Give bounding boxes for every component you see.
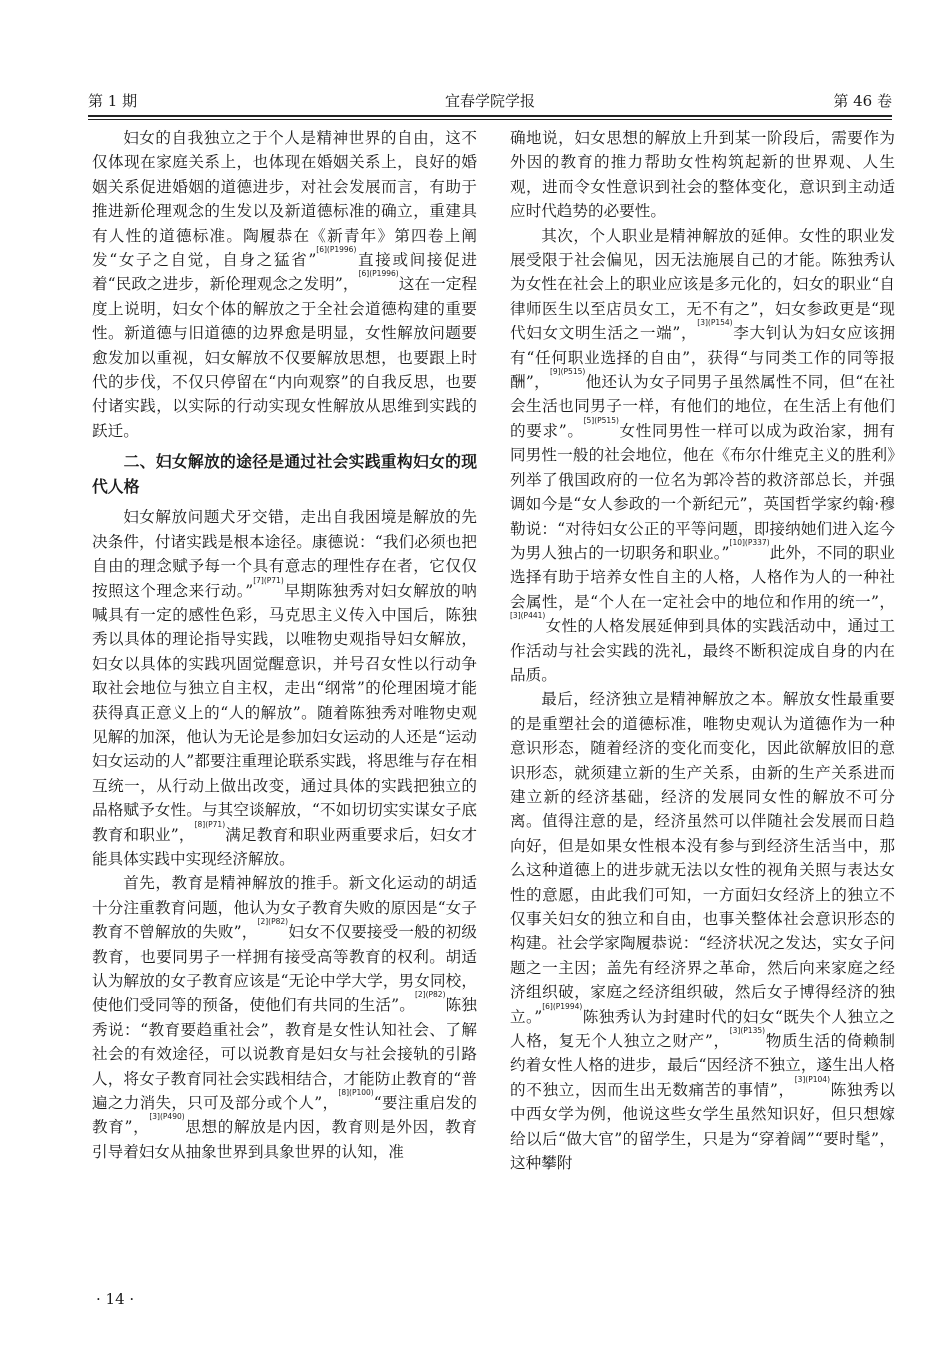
citation-ref: [6](P1996) bbox=[358, 269, 399, 279]
citation-ref: [8](P71) bbox=[194, 819, 226, 829]
citation-ref: [3](P154) bbox=[697, 318, 733, 328]
citation-ref: [10](P337) bbox=[729, 537, 770, 547]
header-rule-thick bbox=[88, 115, 892, 117]
citation-ref: [7](P71) bbox=[253, 575, 284, 585]
citation-ref: [3](P441) bbox=[510, 611, 546, 621]
paragraph: 其次，个人职业是精神解放的延伸。女性的职业发展受限于社会偏见，因无法施展自己的才能。陈独秀认为女性在社会上的职业应该是多元化的，妇女的职业“自律师医生以至店员女工，无不有之”，妇女参政更是“现代妇女文明生活之一端”，$^{[3](P154)}$李大钊认为妇女应该拥有“任何职业选择的自由”，获得“与同类工作的同等报酬”，$^{[9](P515)}$他还认为女子同男子虽然属性不同，但“在社会生活也同男子一样，有他们的地位，在生活上有他们的要求”。$^{[5](P515)}$女性同男性一样可以成为政治家，拥有同男性一般的社会地位，他在《布尔什维克主义的胜利》列举了俄国政府的一位名为郭冷苔的救济部总长，并强调如今是“女人参政的一个新纪元”，英国哲学家约翰·穆勒说：“对待妇女公正的平等问题，即接纳她们进入迄今为男人独占的一切职务和职业。”$^{[10](P337)}$此外，不同的职业选择有助于培养女性自主的人格，人格作为人的一种社会属性，是“个人在一定社会中的地位和作用的统一”，$^{[3](P441)}$女性的人格发展延伸到具体的实践活动中，通过工作活动与社会实践的洗礼，最终不断积淀成自身的内在品质。 bbox=[510, 226, 895, 684]
paragraph: 最后，经济独立是精神解放之本。解放女性最重要的是重塑社会的道德标准，唯物史观认为道德作为一种意识形态，随着经济的变化而变化，因此欲解放旧的意识形态，就须建立新的生产关系，由新的生产关系进而建立新的经济基础，经济的发展同女性的解放不可分离。值得注意的是，经济虽然可以伴随社会发展而日趋向好，但是如果女性根本没有参与到经济生活当中，那么这种道德上的进步就无法以女性的视角关照与表达女性的意愿，由此我们可知，一方面妇女经济上的独立不仅事关妇女的独立和自由，也事关整体社会意识形态的构建。社会学家陶履恭说：“经济状况之发达，实女子问题之一主因；盖先有经济界之革命，然后向来家庭之经济组织破，家庭之经济组织破，然后女子博得经济的独立。”$^{[6](P1994)}$陈独秀认为封建时代的妇女“既失个人独立之人格，复无个人独立之财产”，$^{[3](P135)}$物质生活的倚赖制约着女性人格的进步，最后“因经济不独立，遂生出人格的不独立，因而生出无数痛苦的事情”，$^{[3](P104)}$陈独秀以中西女学为例，他说这些女学生虽然知识好，但只想嫁给以后“做大官”的留学生，只是为“穿着阔”“要时髦”，这种攀附 bbox=[510, 690, 895, 1173]
running-header bbox=[88, 86, 892, 114]
citation-ref: [6](P1996) bbox=[316, 245, 357, 255]
citation-ref: [3](P104) bbox=[794, 1074, 831, 1084]
paragraph: 妇女解放问题犬牙交错，走出自我困境是解放的先决条件，付诸实践是根本途径。康德说：“我们必须也把自由的理念赋予每一个具有意志的理性存在者，它仅仅按照这个理念来行动。”$^{[7](P71)}$早期陈独秀对妇女解放的呐喊具有一定的感性色彩，马克思主义传入中国后，陈独秀以具体的理论指导实践，以唯物史观指导妇女解放，妇女以具体的实践巩固觉醒意识，并号召女性以行动争取社会地位与独立自主权，走出“纲常”的伦理困境才能获得真正意义上的“人的解放”。随着陈独秀对唯物史观见解的加深，他认为无论是参加妇女运动的人还是“运动妇女运动的人”都要注重理论联系实践，将思维与存在相互统一，从行动上做出改变，通过具体的实践把独立的品格赋予女性。与其空谈解放，“不如切切实实谋女子底教育和职业”，$^{[8](P71)}$满足教育和职业两重要求后，妇女才能具体实践中实现经济解放。 bbox=[92, 508, 477, 868]
journal-title: 宜春学院学报 bbox=[444, 92, 535, 110]
right-column bbox=[510, 126, 895, 1175]
header-rule-thin bbox=[88, 119, 892, 120]
paragraph: 首先，教育是精神解放的推手。新文化运动的胡适十分注重教育问题，他认为女子教育失败的原因是“女子教育不曾解放的失败”，$^{[2](P82)}$妇女不仅要接受一般的初级教育，也要同男子一样拥有接受高等教育的权利。胡适认为解放的女子教育应该是“无论中学大学，男女同校，使他们受同等的预备，使他们有共同的生活”。$^{[2](P82)}$陈独秀说：“教育要趋重社会”，教育是女性认知社会、了解社会的有效途径，可以说教育是妇女与社会接轨的引路人，将女子教育同社会实践相结合，才能防止教育的“普遍之力消失，只可及部分或个人”，$^{[8](P100)}$“要注重启发的教育”，$^{[3](P490)}$思想的解放是内因，教育则是外因，教育引导着妇女从抽象世界到具象世界的认知，准 bbox=[92, 874, 477, 1161]
paragraph: 妇女的自我独立之于个人是精神世界的自由，这不仅体现在家庭关系上，也体现在婚姻关系上，良好的婚姻关系促进婚姻的道德进步，对社会发展而言，有助于推进新伦理观念的生发以及新道德标准的确立，重建具有人性的道德标准。陶履恭在《新青年》第四卷上阐发“女子之自觉，自身之猛省”$^{[6](P1996)}$直接或间接促进着“民政之进步，新伦理观念之发明”，$^{[6](P1996)}$这在一定程度上说明，妇女个体的解放之于全社会道德构建的重要性。新道德与旧道德的边界愈是明显，女性解放问题要愈发加以重视，妇女解放不仅要解放思想，也要跟上时代的步伐，不仅只停留在“内向观察”的自我反思，也要付诸实践，以实际的行动实现女性解放从思维到实践的跃迁。 bbox=[92, 129, 477, 440]
left-column bbox=[92, 126, 477, 1164]
citation-ref: [6](P1994) bbox=[542, 1001, 583, 1011]
issue-number: 第 1 期 bbox=[88, 92, 138, 110]
citation-ref: [8](P100) bbox=[338, 1088, 374, 1098]
citation-ref: [3](P490) bbox=[149, 1112, 185, 1122]
citation-ref: [3](P135) bbox=[729, 1026, 766, 1036]
citation-ref: [2](P82) bbox=[414, 990, 446, 1000]
citation-ref: [5](P515) bbox=[583, 415, 619, 425]
page-number: · 14 · bbox=[96, 1290, 135, 1308]
paragraph-continued: 确地说，妇女思想的解放上升到某一阶段后，需要作为外因的教育的推力帮助女性构筑起新的世界观、人生观，进而令女性意识到社会的整体变化，意识到主动适应时代趋势的必要性。 bbox=[510, 129, 895, 221]
citation-ref: [2](P82) bbox=[257, 917, 289, 927]
volume-number: 第 46 卷 bbox=[833, 92, 892, 110]
citation-ref: [9](P515) bbox=[549, 367, 586, 377]
section-heading: 二、妇女解放的途径是通过社会实践重构妇女的现代人格 bbox=[92, 452, 477, 497]
